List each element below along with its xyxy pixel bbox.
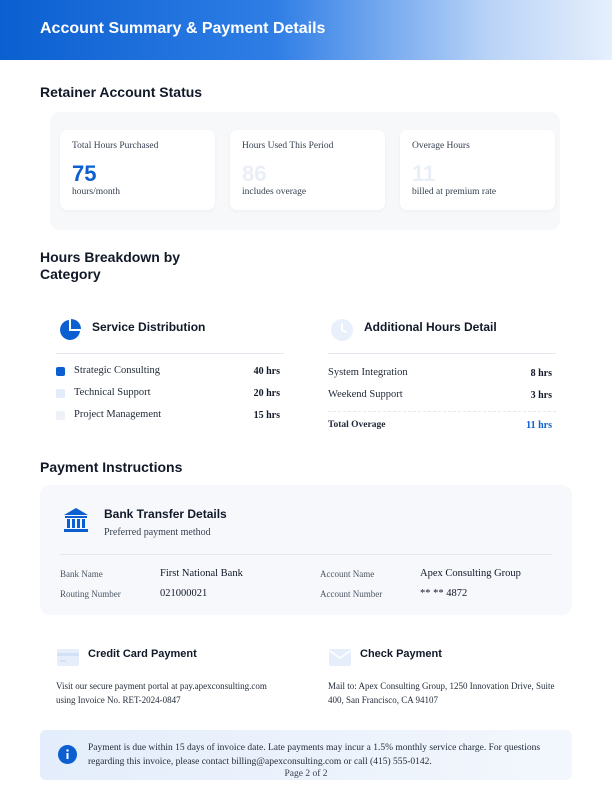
service-value: 40 hrs — [253, 366, 280, 377]
additional-hours-title: Additional Hours Detail — [364, 320, 497, 334]
page-header — [0, 0, 612, 60]
bank-name-value: First National Bank — [160, 568, 243, 579]
breakdown-title-line2: Category — [40, 266, 101, 282]
stat-note: includes overage — [242, 187, 307, 197]
page-title: Account Summary & Payment Details — [40, 20, 326, 37]
stat-value: 86 — [242, 161, 267, 186]
bank-icon — [62, 506, 90, 534]
account-number-label: Account Number — [320, 589, 383, 599]
stat-label: Total Hours Purchased — [72, 141, 159, 151]
account-name-label: Account Name — [320, 569, 375, 579]
stat-card-hours-used — [230, 130, 385, 210]
divider — [328, 411, 556, 412]
breakdown-section-title — [40, 249, 180, 283]
credit-card-title: Credit Card Payment — [88, 648, 197, 660]
service-label: Strategic Consulting — [74, 365, 161, 376]
total-overage-label: Total Overage — [328, 420, 386, 430]
account-number-value: ** ** 4872 — [420, 588, 468, 599]
pie-chart-icon — [58, 318, 82, 342]
retainer-section-title: Retainer Account Status — [40, 84, 203, 100]
payment-section-title: Payment Instructions — [40, 459, 183, 475]
breakdown-title-line1: Hours Breakdown by — [40, 249, 181, 265]
stat-note: billed at premium rate — [412, 187, 497, 197]
stat-card-total-hours — [60, 130, 215, 210]
service-value: 20 hrs — [253, 388, 280, 399]
bank-name-label: Bank Name — [60, 569, 103, 579]
service-label: Project Management — [74, 409, 162, 420]
page-number: Page 2 of 2 — [284, 769, 328, 779]
stat-card-overage-hours — [400, 130, 555, 210]
legend-swatch-technical — [56, 389, 65, 398]
legend-swatch-project — [56, 411, 65, 420]
total-overage-value: 11 hrs — [526, 420, 552, 431]
divider — [56, 353, 284, 354]
legend-swatch-strategic — [56, 367, 65, 376]
check-payment-title: Check Payment — [360, 648, 442, 660]
divider — [328, 353, 556, 354]
additional-label: System Integration — [328, 367, 408, 378]
additional-value: 8 hrs — [530, 368, 552, 379]
divider — [60, 554, 552, 555]
info-icon — [58, 745, 77, 764]
service-label: Technical Support — [74, 387, 151, 398]
account-name-value: Apex Consulting Group — [420, 568, 521, 579]
credit-card-icon — [57, 649, 79, 666]
credit-card-text: Visit our secure payment portal at pay.apexconsulting.com using Invoice No. RET-2024-0847 — [56, 681, 267, 705]
additional-label: Weekend Support — [328, 389, 403, 400]
service-value: 15 hrs — [253, 410, 280, 421]
additional-value: 3 hrs — [530, 390, 552, 401]
notice-text: Payment is due within 15 days of invoice date. Late payments may incur a 1.5% monthly service charge. For questions regarding this invoice, please contact billing@apexconsulting.com or call (415) 555-0142. — [88, 743, 541, 767]
service-distribution-title: Service Distribution — [92, 320, 206, 334]
stat-label: Hours Used This Period — [242, 141, 334, 151]
check-payment-text: Mail to: Apex Consulting Group, 1250 Innovation Drive, Suite 400, San Francisco, CA 94107 — [328, 681, 555, 705]
routing-number-value: 021000021 — [160, 588, 208, 599]
bank-transfer-title: Bank Transfer Details — [104, 507, 227, 521]
bank-transfer-subtitle: Preferred payment method — [104, 527, 211, 538]
stat-value: 11 — [412, 161, 436, 186]
routing-number-label: Routing Number — [60, 589, 121, 599]
stat-label: Overage Hours — [412, 141, 470, 151]
clock-icon — [330, 318, 354, 342]
stat-note: hours/month — [72, 187, 121, 197]
envelope-icon — [329, 649, 351, 666]
stat-value: 75 — [72, 161, 97, 186]
